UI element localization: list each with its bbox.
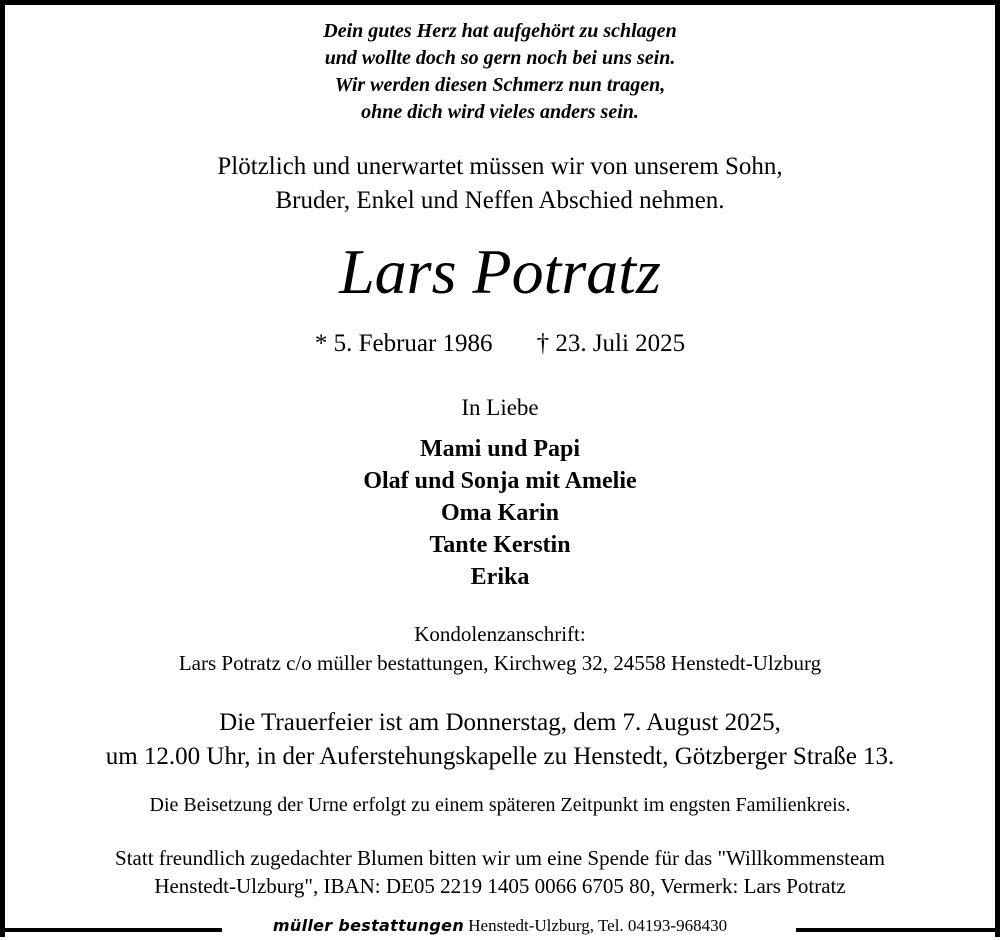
- poem: [0, 18, 1000, 126]
- in-love-heading: In Liebe: [461, 395, 539, 420]
- family-member: Tante Kerstin: [429, 532, 571, 558]
- donation-request: [0, 844, 1000, 900]
- burial-note: Die Beisetzung der Urne erfolgt zu einem späteren Zeitpunkt im engsten Familienkreis.: [149, 794, 851, 816]
- poem-line: und wollte doch so gern noch bei uns sein.: [324, 47, 676, 69]
- family-member: Mami und Papi: [419, 436, 581, 462]
- birth-date: * 5. Februar 1986: [314, 330, 493, 357]
- intro-text: [0, 150, 1000, 218]
- death-date: † 23. Juli 2025: [536, 330, 686, 357]
- donation-line: Statt freundlich zugedachter Blumen bitten wir um eine Spende für das "Willkommensteam: [115, 846, 885, 870]
- family-member: Erika: [470, 564, 530, 590]
- donation-line: Henstedt-Ulzburg", IBAN: DE05 2219 1405 0066 6705 80, Vermerk: Lars Potratz: [154, 874, 846, 898]
- undertaker-footer: [0, 914, 1000, 938]
- undertaker-details: Henstedt-Ulzburg, Tel. 04193-968430: [468, 916, 728, 935]
- condolence-address-line: Lars Potratz c/o müller bestattungen, Kirchweg 32, 24558 Henstedt-Ulzburg: [178, 651, 822, 675]
- service-line: Die Trauerfeier ist am Donnerstag, dem 7. August 2025,: [219, 709, 781, 736]
- condolence-label: Kondolenzanschrift:: [414, 622, 586, 646]
- funeral-service: [0, 706, 1000, 774]
- condolence-address: [0, 620, 1000, 678]
- intro-line: Plötzlich und unerwartet müssen wir von unserem Sohn,: [217, 153, 783, 180]
- family-member: Olaf und Sonja mit Amelie: [363, 468, 637, 494]
- poem-line: ohne dich wird vieles anders sein.: [361, 101, 639, 123]
- undertaker-brand: müller bestattungen: [272, 916, 465, 935]
- poem-line: Wir werden diesen Schmerz nun tragen,: [334, 74, 666, 96]
- life-dates: [0, 328, 1000, 360]
- service-line: um 12.00 Uhr, in der Auferstehungskapelle zu Henstedt, Götzberger Straße 13.: [105, 743, 895, 770]
- family-list: [0, 433, 1000, 593]
- intro-line: Bruder, Enkel und Neffen Abschied nehmen.: [275, 187, 725, 214]
- deceased-name: Lars Potratz: [339, 236, 661, 307]
- poem-line: Dein gutes Herz hat aufgehört zu schlagen: [323, 20, 677, 42]
- family-member: Oma Karin: [441, 500, 559, 526]
